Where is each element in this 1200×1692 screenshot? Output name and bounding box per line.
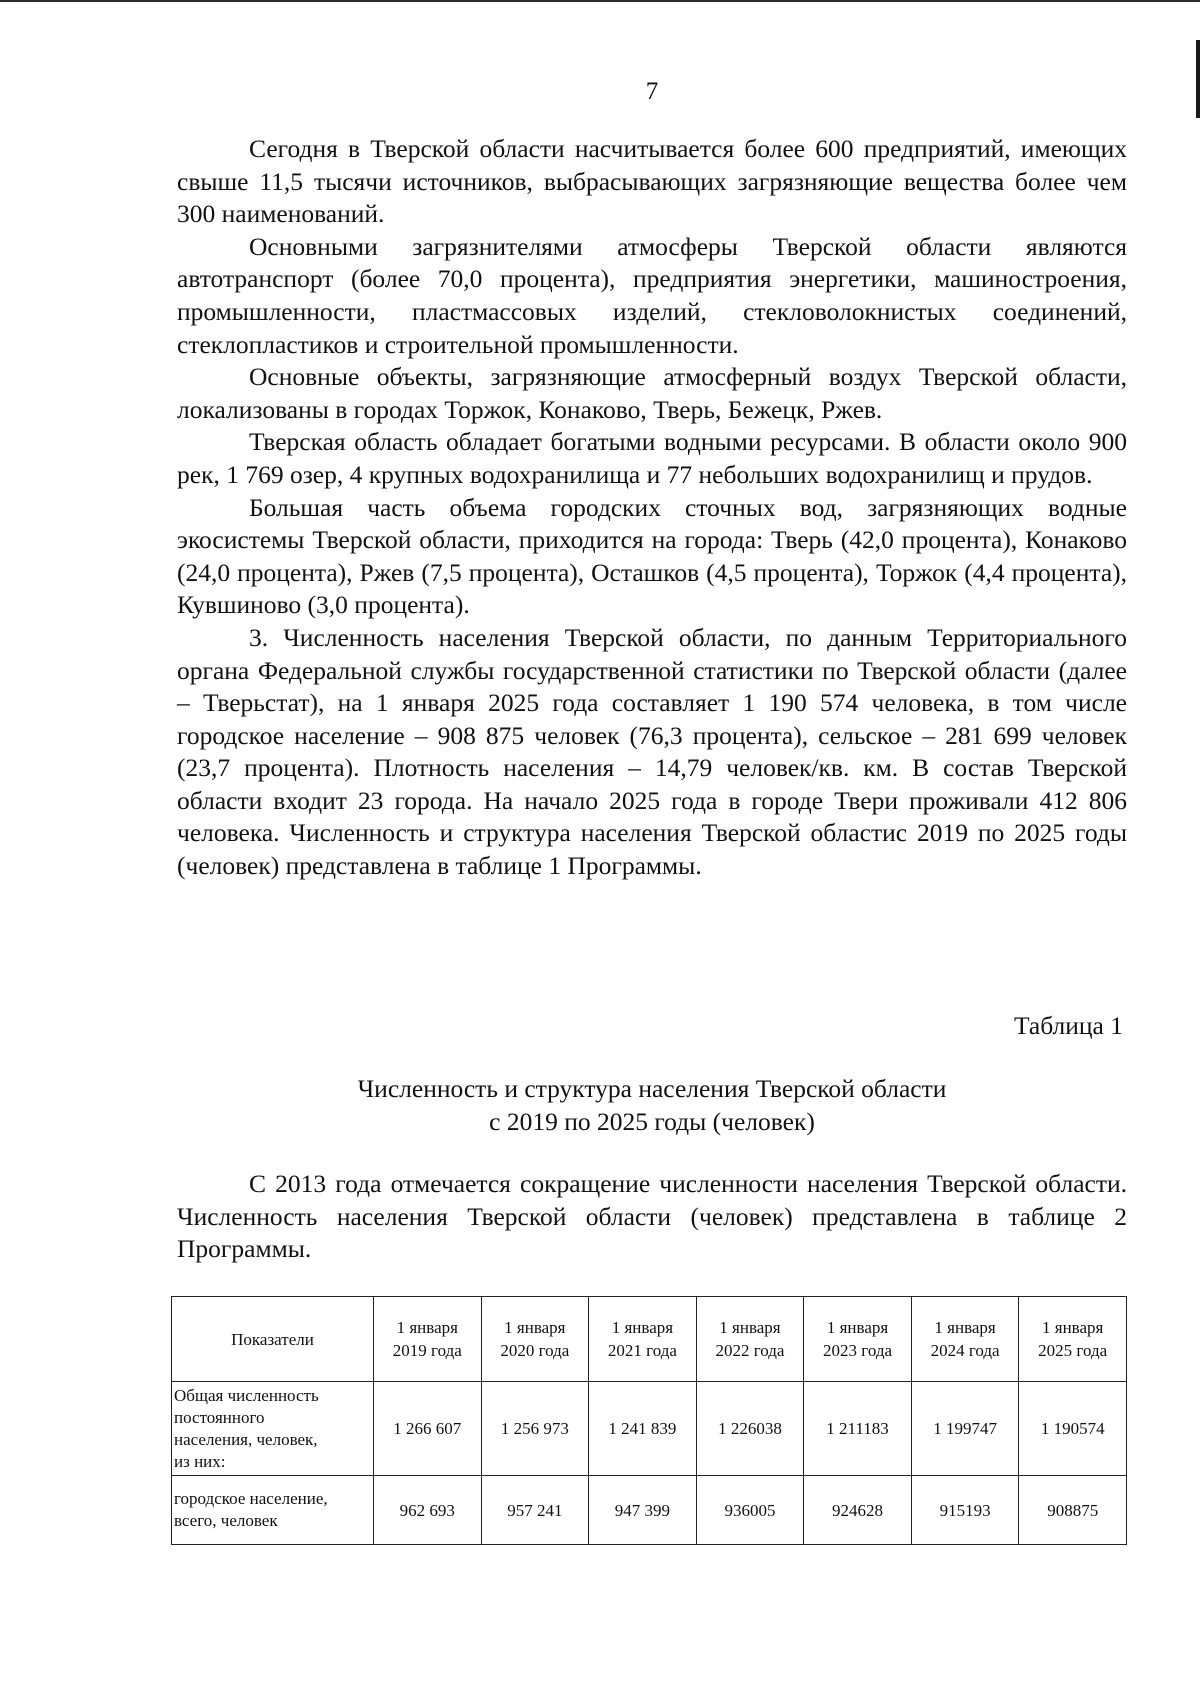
table-row-urban-population (172, 1476, 1127, 1545)
paragraph-2013-text (177, 1168, 1127, 1266)
table-row-total-population (172, 1382, 1127, 1476)
header-year-2021: 1 января 2021 года (589, 1297, 697, 1382)
header-year-2023: 1 января 2023 года (804, 1297, 912, 1382)
cell-urban-2024: 915193 (911, 1476, 1019, 1545)
header-indicator: Показатели (172, 1297, 374, 1382)
paragraph-pollution-objects: Основные объекты, загрязняющие атмосферный воздух Тверской области, локализованы в городах Торжок, Конаково, Тверь, Бежецк, Ржев. (177, 362, 1127, 424)
cell-total-2021: 1 241 839 (589, 1382, 697, 1476)
cell-urban-2020: 957 241 (481, 1476, 589, 1545)
table-header-row (172, 1297, 1127, 1382)
page-number: 7 (645, 78, 659, 105)
cell-total-2019: 1 266 607 (374, 1382, 482, 1476)
table1-title-line2: с 2019 по 2025 годы (человек) (489, 1106, 815, 1136)
header-year-2024: 1 января 2024 года (911, 1297, 1019, 1382)
header-year-2025: 1 января 2025 года (1019, 1297, 1127, 1382)
cell-total-2020: 1 256 973 (481, 1382, 589, 1476)
population-table (171, 1296, 1127, 1545)
paragraph-2013: С 2013 года отмечается сокращение численности населения Тверской области. Численность населения Тверской области (человек) представлена в таблице 2 Программы. (177, 1169, 1127, 1264)
body-text (177, 133, 1127, 883)
header-year-2020: 1 января 2020 года (481, 1297, 589, 1382)
header-year-2022: 1 января 2022 года (696, 1297, 804, 1382)
cell-total-2024: 1 199747 (911, 1382, 1019, 1476)
table1-title-line1: Численность и структура населения Тверской области (357, 1074, 947, 1103)
paragraph-waste-water: Большая часть объема городских сточных вод, загрязняющих водные экосистемы Тверской области, приходится на города: Тверь (42,0 процента), Конаково (24,0 процента), Ржев (7,5 процента), Осташков (4,5 процента), Торжок (4,4 процента), Кувшиново (3,0 процента). (177, 492, 1127, 620)
cell-urban-2021: 947 399 (589, 1476, 697, 1545)
row-label-total: Общая численность постоянного населения, человек, из них: (172, 1382, 374, 1476)
cell-total-2023: 1 211183 (804, 1382, 912, 1476)
cell-urban-2019: 962 693 (374, 1476, 482, 1545)
header-year-2019: 1 января 2019 года (374, 1297, 482, 1382)
table1-label: Таблица 1 (1013, 1011, 1123, 1040)
row-label-urban: городское население, всего, человек (172, 1476, 374, 1545)
paragraph-enterprises: Сегодня в Тверской области насчитывается более 600 предприятий, имеющих свыше 11,5 тысячи источников, выбрасывающих загрязняющие вещества более чем 300 наименований. (177, 134, 1127, 229)
paragraph-water-resources: Тверская область обладает богатыми водными ресурсами. В области около 900 рек, 1 769 озер, 4 крупных водохранилища и 77 небольших водохранилищ и прудов. (177, 427, 1127, 489)
cell-total-2022: 1 226038 (696, 1382, 804, 1476)
scan-edge-top (0, 0, 1200, 2)
paragraph-air-pollutants: Основными загрязнителями атмосферы Тверской области являются автотранспорт (более 70,0 процента), предприятия энергетики, машиностроения, промышленности, пластмассовых изделий, стекловолокнистых соединений, стеклопластиков и строительной промышленности. (177, 231, 1127, 359)
cell-urban-2023: 924628 (804, 1476, 912, 1545)
paragraph-population: 3. Численность населения Тверской области, по данным Территориального органа Федеральной службы государственной статистики по Тверской области (далее – Тверьстат), на 1 января 2025 года составляет 1 190 574 человека, в том числе городское население – 908 875 человек (76,3 процента), сельское – 281 699 человек (23,7 процента). Плотность населения – 14,79 человек/кв. км. В состав Тверской области входит 23 города. На начало 2025 года в городе Твери проживали 412 806 человека. Численность и структура населения Тверской областис 2019 по 2025 годы (человек) представлена в таблице 1 Программы. (177, 622, 1127, 881)
cell-total-2025: 1 190574 (1019, 1382, 1127, 1476)
table1-title (177, 1073, 1127, 1138)
cell-urban-2022: 936005 (696, 1476, 804, 1545)
cell-urban-2025: 908875 (1019, 1476, 1127, 1545)
